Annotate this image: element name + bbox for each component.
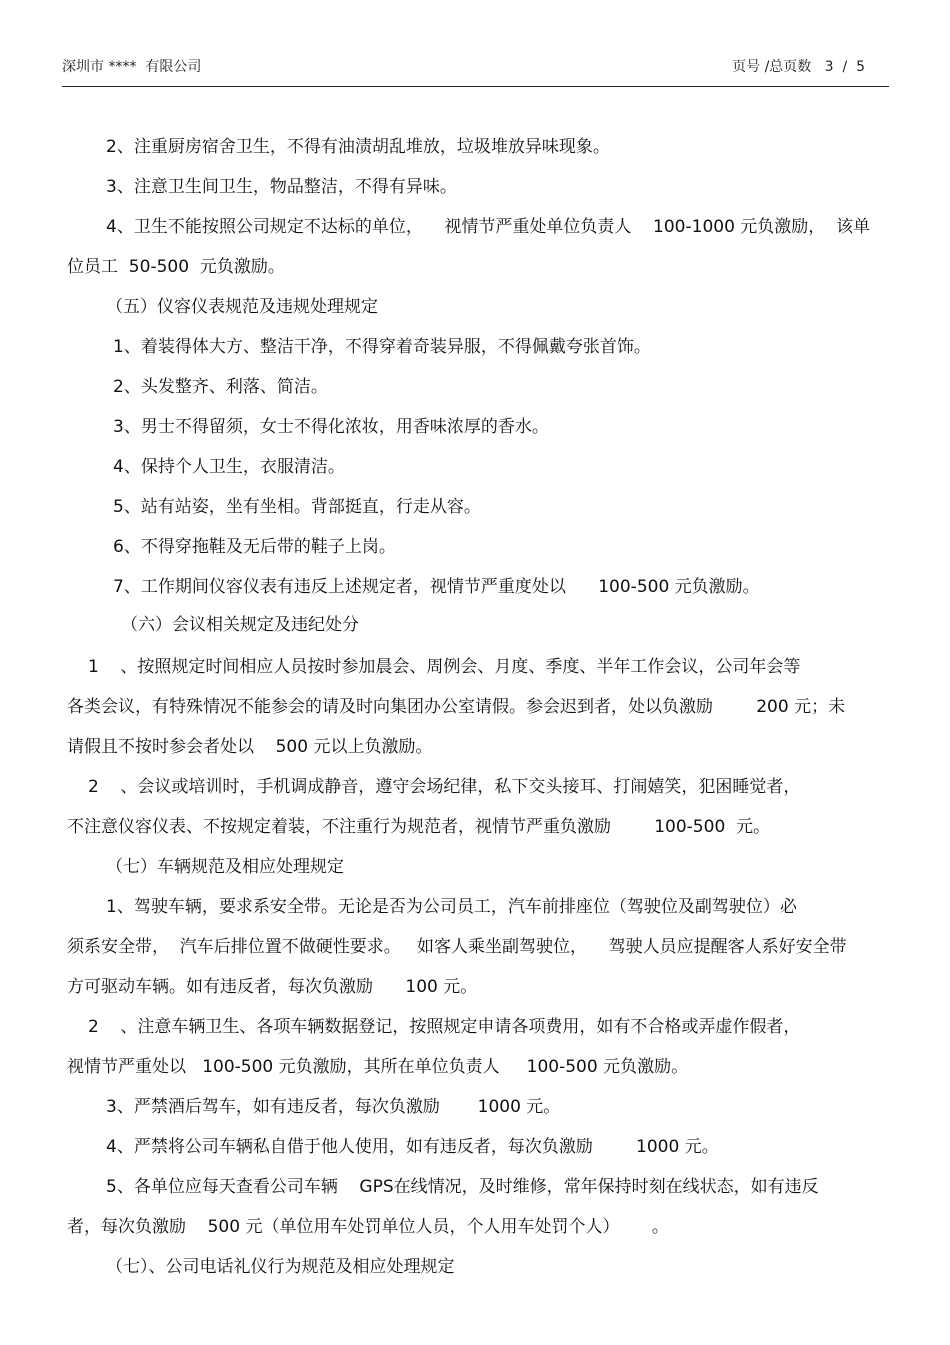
- text-line: 5、站有站姿，坐有坐相。背部挺直，行走从容。: [113, 497, 481, 517]
- text-line: 位员工 50-500 元负激励。: [67, 257, 285, 277]
- text-line: 4、保持个人卫生，衣服清洁。: [113, 457, 345, 477]
- text-line: 视情节严重处以 100-500 元负激励，其所在单位负责人 100-500 元负激励。: [67, 1057, 689, 1077]
- text-line: 3、严禁酒后驾车，如有违反者，每次负激励 1000 元。: [106, 1097, 561, 1117]
- section-heading: （六）会议相关规定及违纪处分: [121, 615, 359, 635]
- header-page-number: 页号 /总页数 3 / 5: [732, 59, 865, 75]
- text-line: 1 、按照规定时间相应人员按时参加晨会、周例会、月度、季度、半年工作会议，公司年会等: [88, 657, 801, 677]
- text-line: 不注意仪容仪表、不按规定着装，不注重行为规范者，视情节严重负激励 100-500 元。: [67, 817, 771, 837]
- text-line: 者，每次负激励 500 元（单位用车处罚单位人员，个人用车处罚个人） 。: [67, 1217, 669, 1237]
- header-divider: [62, 86, 889, 87]
- page-header: [62, 56, 887, 80]
- header-company-name: 深圳市 **** 有限公司: [62, 59, 202, 75]
- text-line: 方可驱动车辆。如有违反者，每次负激励 100 元。: [67, 977, 478, 997]
- text-line: 各类会议，有特殊情况不能参会的请及时向集团办公室请假。参会迟到者，处以负激励 200 元；未: [67, 697, 846, 717]
- text-line: 3、男士不得留须，女士不得化浓妆，用香味浓厚的香水。: [113, 417, 549, 437]
- text-line: 5、各单位应每天查看公司车辆 GPS在线情况，及时维修，常年保持时刻在线状态，如有违反: [106, 1177, 819, 1197]
- text-line: 3、注意卫生间卫生，物品整洁，不得有异味。: [106, 177, 457, 197]
- section-heading: （五）仪容仪表规范及违规处理规定: [106, 297, 378, 317]
- text-line: 4、严禁将公司车辆私自借于他人使用，如有违反者，每次负激励 1000 元。: [106, 1137, 719, 1157]
- section-heading: （七）、公司电话礼仪行为规范及相应处理规定: [106, 1257, 455, 1277]
- text-line: 6、不得穿拖鞋及无后带的鞋子上岗。: [113, 537, 396, 557]
- text-line: 1、驾驶车辆，要求系安全带。无论是否为公司员工，汽车前排座位（驾驶位及副驾驶位）必: [106, 897, 797, 917]
- text-line: 2、头发整齐、利落、简洁。: [113, 377, 328, 397]
- section-heading: （七）车辆规范及相应处理规定: [106, 857, 344, 877]
- text-line: 1、着装得体大方、整洁干净，不得穿着奇装异服，不得佩戴夸张首饰。: [113, 337, 651, 357]
- text-line: 须系安全带， 汽车后排位置不做硬性要求。 如客人乘坐副驾驶位， 驾驶人员应提醒客人系好安全带: [67, 937, 847, 957]
- text-line: 请假且不按时参会者处以 500 元以上负激励。: [67, 737, 433, 757]
- text-line: 2 、注意车辆卫生、各项车辆数据登记，按照规定申请各项费用，如有不合格或弄虚作假者，: [88, 1017, 801, 1037]
- text-line: 2、注重厨房宿舍卫生，不得有油渍胡乱堆放，垃圾堆放异味现象。: [106, 137, 610, 157]
- text-line: 2 、会议或培训时，手机调成静音，遵守会场纪律，私下交头接耳、打闹嬉笑，犯困睡觉者，: [88, 777, 801, 797]
- text-line: 7、工作期间仪容仪表有违反上述规定者，视情节严重度处以 100-500 元负激励。: [113, 577, 760, 597]
- text-line: 4、卫生不能按照公司规定不达标的单位， 视情节严重处单位负责人 100-1000 元负激励， 该单: [106, 217, 871, 237]
